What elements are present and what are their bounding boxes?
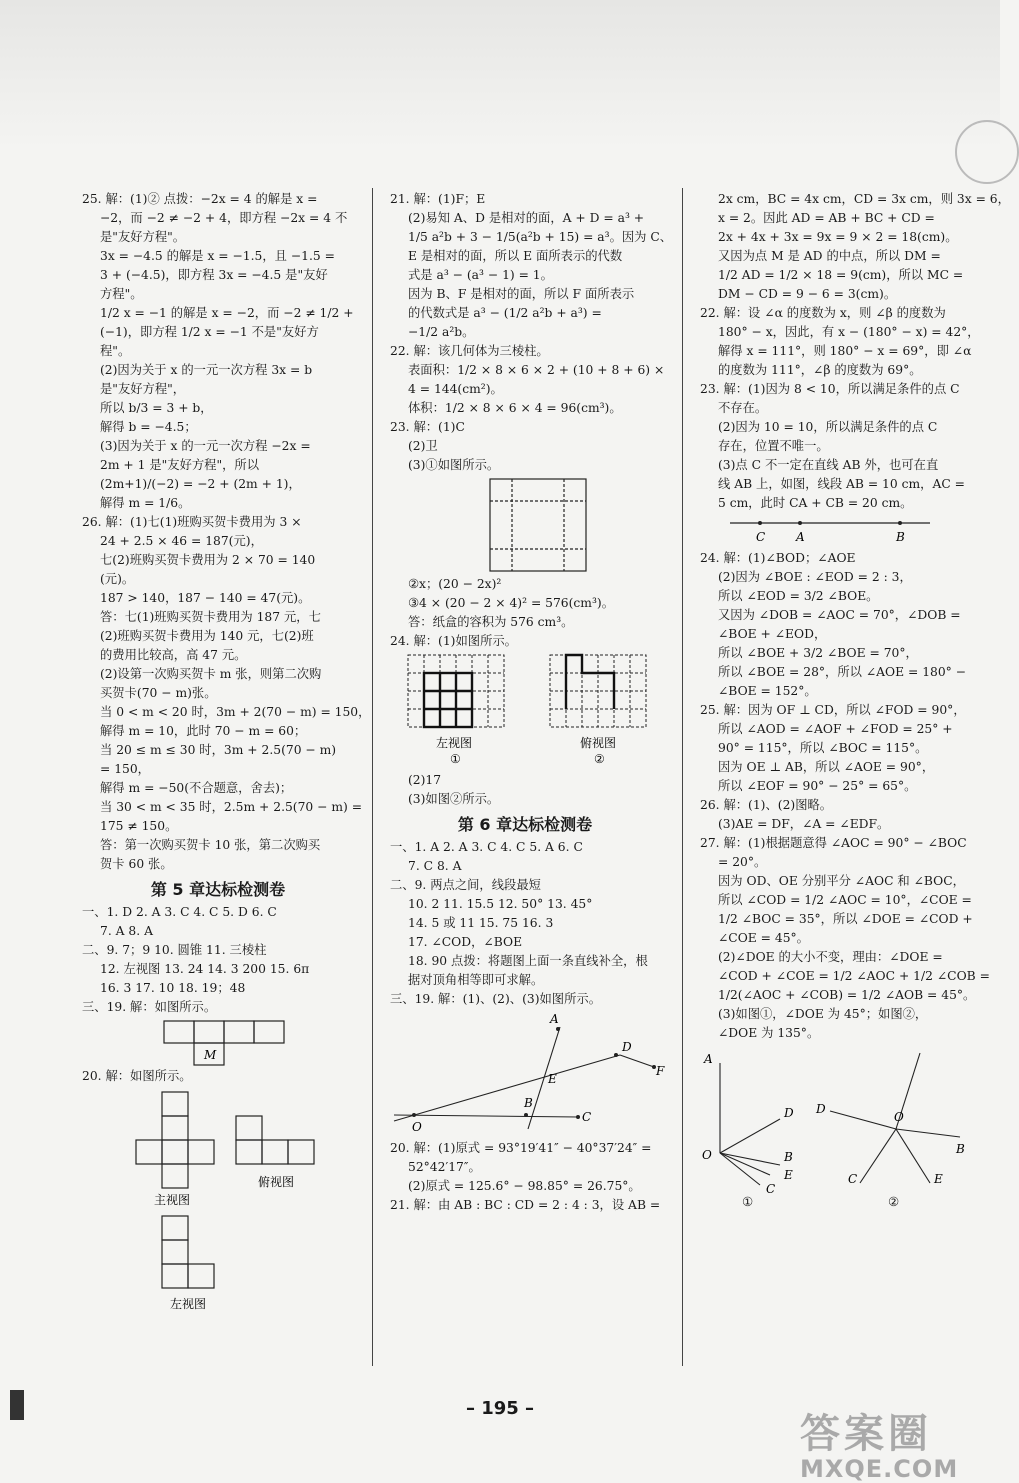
text-line: 二、9. 7；9 10. 圆锥 11. 三棱柱 [82,943,267,957]
text-line: 1/2 AD = 1/2 × 18 = 9(cm)，所以 MC = [718,268,964,282]
q20-text: 20. 解：如图所示。 [82,1069,192,1083]
text-line: 187 > 140，187 − 140 = 47(元)。 [100,591,311,605]
text-line: 17. ∠COD，∠BOE [408,935,523,949]
text-line: −2，而 −2 ≠ −2 + 4，即方程 −2x = 4 不 [100,211,348,225]
label-top-view: 俯视图 [258,1175,295,1189]
fig27-2-E: E [934,1172,943,1186]
fig19-D: D [622,1040,632,1054]
col2-text-c [390,771,660,809]
col1-text [82,190,371,874]
text-line: 18. 90 点拨：将题图上面一条直线补全，根 [408,954,648,968]
fig27-1-B: B [784,1150,793,1164]
text-line: 20. 解：(1)原式 = 93°19′41″ − 40°37′24″ = [390,1141,652,1155]
text-line: 又因为点 M 是 AD 的中点，所以 DM = [718,249,941,263]
scan-shade [0,0,1000,150]
chapter5-answers [82,903,354,1017]
text-line: 是"友好方程"， [100,382,186,396]
text-line: (2)易知 A、D 是相对的面，A + D = a³ + [408,211,645,225]
fig23-B: B [896,530,905,544]
text-line: −1/2 a²b。 [408,325,475,339]
text-line: 当 30 < m < 35 时，2.5m + 2.5(70 − m) = [100,800,363,814]
text-line: 线 AB 上，如图，线段 AB = 10 cm，AC = [718,477,965,491]
chapter6-title: 第 6 章达标检测卷 [457,815,593,834]
text-line: 21. 解：(1)F；E [390,192,486,206]
text-line: 式是 a³ − (a³ − 1) = 1。 [408,268,553,282]
watermark-line2: MXQE.COM [800,1455,959,1483]
text-line: 所以 ∠EOD = 3/2 ∠BOE。 [718,589,879,603]
fig19-A: A [550,1012,559,1026]
text-line: 2m + 1 是"友好方程"，所以 [100,458,260,472]
column-3 [700,190,1010,1213]
text-line: 52°42′17″。 [408,1160,481,1174]
fig27-1-C: C [766,1182,776,1196]
text-line: 二、9. 两点之间，线段最短 [390,878,541,892]
fig19-label: M [204,1048,217,1062]
text-line: (2)因为 10 = 10，所以满足条件的点 C [718,420,938,434]
label-front-view: 主视图 [154,1193,191,1207]
text-line: 解得 m = 1/6。 [100,496,191,510]
text-line: 体积：1/2 × 8 × 6 × 4 = 96(cm³)。 [408,401,622,415]
text-line: 三、19. 解：如图所示。 [82,1000,217,1014]
three-views-figure [82,1086,354,1316]
text-line: 不存在。 [718,401,768,415]
fig27-2-D: D [816,1102,826,1116]
fig27-nums [700,1193,972,1213]
text-line: 解得 b = −4.5； [100,420,197,434]
col2-text-b [390,575,660,651]
text-line: 7. C 8. A [408,859,462,873]
col3-text [700,190,1010,513]
text-line: 14. 5 或 11 15. 75 16. 3 [408,916,554,930]
text-line: 4 = 144(cm²)。 [408,382,503,396]
text-line: 25. 解：因为 OF ⊥ CD，所以 ∠FOD = 90°， [700,703,966,717]
text-line: 七(2)班购买贺卡费用为 2 × 70 = 140 [100,553,316,567]
text-line: (2)设第一次购买贺卡 m 张，则第二次购 [100,667,322,681]
text-line: (2)因为关于 x 的一元一次方程 3x = b [100,363,313,377]
text-line: 因为 OD、OE 分别平分 ∠AOC 和 ∠BOC， [718,874,965,888]
fig27-num-1: ① [742,1195,754,1209]
text-line: 又因为 ∠DOB = ∠AOC = 70°，∠DOB = [718,608,961,622]
text-line: 表面积：1/2 × 8 × 6 × 2 + (10 + 8 + 6) × [408,363,665,377]
text-line: (2)卫 [408,439,438,453]
text-line: 所以 ∠COD = 1/2 ∠AOC = 10°，∠COE = [718,893,972,907]
text-line: 180° − x，因此，有 x − (180° − x) = 42°， [718,325,980,339]
fig27-1-O: O [702,1148,712,1162]
text-line: (2)17 [408,773,442,787]
text-line: 程"。 [100,344,131,358]
box-net-figure [390,475,660,575]
text-line: 26. 解：(1)、(2)图略。 [700,798,833,812]
text-line: 175 ≠ 150。 [100,819,178,833]
segment-figure-23 [700,513,972,549]
text-line: 所以 ∠BOE + 3/2 ∠BOE = 70°， [718,646,918,660]
text-line: (2)∠DOE 的大小不变，理由：∠DOE = [718,950,943,964]
text-line: 的代数式是 a³ − (1/2 a²b + a³) = [408,306,602,320]
text-line: 2x cm，BC = 4x cm，CD = 3x cm，则 3x = 6， [718,192,1010,206]
fig24-left-label: 左视图 [436,736,473,750]
column-divider-2 [682,188,683,1366]
text-line: ∠BOE = 152°。 [718,684,817,698]
text-line: 当 20 ≤ m ≤ 30 时，3m + 2.5(70 − m) [100,743,337,757]
text-line: (3)如图①，∠DOE 为 45°；如图②， [718,1007,928,1021]
text-line: 23. 解：(1)C [390,420,465,434]
fig19-E: E [548,1072,557,1086]
text-line: 23. 解：(1)因为 8 < 10，所以满足条件的点 C [700,382,960,396]
text-line: 26. 解：(1)七(1)班购买贺卡费用为 3 × [82,515,302,529]
text-line: 90° = 115°，所以 ∠BOC = 115°。 [718,741,928,755]
text-line: 答：第一次购买贺卡 10 张，第二次购买 [100,838,321,852]
text-line: ∠COE = 45°。 [718,931,809,945]
chapter6-after [390,1139,660,1215]
text-line: (2)班购买贺卡费用为 140 元，七(2)班 [100,629,314,643]
text-line: 5 cm，此时 CA + CB = 20 cm。 [718,496,913,510]
text-line: 22. 解：该几何体为三棱柱。 [390,344,549,358]
text-line: (2m+1)/(−2) = −2 + (2m + 1)， [100,477,301,491]
fig19-F: F [656,1064,665,1078]
text-line: 22. 解：设 ∠α 的度数为 x，则 ∠β 的度数为 [700,306,946,320]
text-line: 贺卡 60 张。 [100,857,173,871]
fig24-left-num: ① [450,752,461,766]
text-line: 据对顶角相等即可求解。 [408,973,544,987]
corner-mark [10,1390,24,1420]
text-line: 24. 解：(1)∠BOD；∠AOE [700,551,856,565]
text-line: 买贺卡(70 − m)张。 [100,686,217,700]
fig24-right-label: 俯视图 [580,736,617,750]
text-line: 所以 ∠EOF = 90° − 25° = 65°。 [718,779,917,793]
text-line: 27. 解：(1)根据题意得 ∠AOC = 90° − ∠BOC [700,836,967,850]
text-line: ②x；(20 − 2x)² [408,577,502,591]
text-line: = 20°。 [718,855,767,869]
text-line: ∠BOE + ∠EOD， [718,627,827,641]
text-line: 答：七(1)班购买贺卡费用为 187 元，七 [100,610,321,624]
text-line: 当 0 < m < 20 时，3m + 2(70 − m) = 150， [100,705,371,719]
chapter5-title: 第 5 章达标检测卷 [150,880,286,899]
text-line: 12. 左视图 13. 24 14. 3 200 15. 6π [100,962,310,976]
text-line: 1/2(∠AOC + ∠COB) = 1/2 ∠AOB = 45°。 [718,988,976,1002]
text-line: (−1)，即方程 1/2 x = −1 不是"友好方 [100,325,319,339]
text-line: 答：纸盒的容积为 576 cm³。 [408,615,574,629]
label-left-view: 左视图 [170,1297,207,1311]
text-line: (3)AE = DF，∠A = ∠EDF。 [718,817,890,831]
text-line: 一、1. A 2. A 3. C 4. C 5. A 6. C [390,840,583,854]
fig27-2-B: B [956,1142,965,1156]
text-line: ∠DOE 为 135°。 [718,1026,820,1040]
text-line: 解得 m = 10，此时 70 − m = 60； [100,724,307,738]
fig19-B: B [524,1096,533,1110]
fig27-2-C: C [848,1172,858,1186]
grid-views-figure [390,651,660,771]
text-line: (2)因为 ∠BOE : ∠EOD = 2 : 3， [718,570,912,584]
text-line: (3)①如图所示。 [408,458,500,472]
text-line: 的度数为 111°，∠β 的度数为 69°。 [718,363,922,377]
text-line: 24. 解：(1)如图所示。 [390,634,517,648]
angle-figures-27 [700,1043,972,1196]
fig27-2-O: O [894,1110,904,1124]
text-line: 3 + (−4.5)，即方程 3x = −4.5 是"友好 [100,268,328,282]
text-line: 1/5 a²b + 3 − 1/5(a²b + 15) = a³。因为 C、 [408,230,673,244]
text-line: (3)因为关于 x 的一元一次方程 −2x = [100,439,311,453]
text-line: ∠COD + ∠COE = 1/2 ∠AOC + 1/2 ∠COB = [718,969,990,983]
text-line: E 是相对的面，所以 E 面所表示的代数 [408,249,623,263]
col2-text [390,190,673,475]
text-line: 方程"。 [100,287,143,301]
text-line: 10. 2 11. 15.5 12. 50° 13. 45° [408,897,593,911]
fig27-1-E: E [784,1168,793,1182]
text-line: 16. 3 17. 10 18. 19；48 [100,981,246,995]
text-line: (2)原式 = 125.6° − 98.85° = 26.75°。 [408,1179,641,1193]
text-line: (3)点 C 不一定在直线 AB 外，也可在直 [718,458,939,472]
text-line: 2x + 4x + 3x = 9x = 9 × 2 = 18(cm)。 [718,230,958,244]
text-line: 所以 ∠BOE = 28°，所以 ∠AOE = 180° − [718,665,967,679]
watermark-line1: 答案圈 [800,1411,932,1457]
text-line: 三、19. 解：(1)、(2)、(3)如图所示。 [390,992,601,1006]
text-line: 24 + 2.5 × 46 = 187(元)， [100,534,263,548]
text-line: (元)。 [100,572,135,586]
column-1 [82,190,371,1316]
text-line: 是"友好方程"。 [100,230,186,244]
text-line: 一、1. D 2. A 3. C 4. C 5. D 6. C [82,905,277,919]
text-line: 1/2 ∠BOC = 35°，所以 ∠DOE = ∠COD + [718,912,973,926]
text-line: 因为 OE ⊥ AB，所以 ∠AOE = 90°， [718,760,935,774]
text-line: 25. 解：(1)② 点拨：−2x = 4 的解是 x = [82,192,318,206]
watermark [800,1402,958,1483]
text-line: 存在，位置不唯一。 [718,439,829,453]
text-line: x = 2。因此 AD = AB + BC + CD = [718,211,935,225]
text-line: 解得 x = 111°，则 180° − x = 69°，即 ∠α [718,344,972,358]
col3-text-b [700,549,990,1043]
text-line: 的费用比较高，高 47 元。 [100,648,247,662]
fig23-A: A [796,530,805,544]
text-line: (3)如图②所示。 [408,792,500,806]
fig27-1-A: A [704,1052,713,1066]
text-line: 7. A 8. A [100,924,153,938]
text-line: 3x = −4.5 的解是 x = −1.5，且 −1.5 = [100,249,335,263]
corner-stamp [955,120,1019,184]
fig19-O: O [412,1120,422,1134]
lines-figure-19 [390,1009,665,1139]
page-number: – 195 – [465,1398,535,1419]
column-divider-1 [372,188,373,1366]
fig27-1-D: D [784,1106,794,1120]
fig23-C: C [756,530,766,544]
text-line: 1/2 x = −1 的解是 x = −2，而 −2 ≠ 1/2 + [100,306,354,320]
text-line: ③4 × (20 − 2 × 4)² = 576(cm³)。 [408,596,614,610]
text-line: = 150， [100,762,150,776]
text-line: 解得 m = −50(不合题意，舍去)； [100,781,293,795]
net-figure-19 [82,1017,354,1067]
text-line: 所以 ∠AOD = ∠AOF + ∠FOD = 25° + [718,722,953,736]
column-2 [390,190,673,1215]
text-line: 因为 B、F 是相对的面，所以 F 面所表示 [408,287,635,301]
text-line: DM − CD = 9 − 6 = 3(cm)。 [718,287,897,301]
text-line: 21. 解：由 AB : BC : CD = 2 : 4 : 3，设 AB = [390,1198,661,1212]
fig24-right-num: ② [594,752,605,766]
fig19-C: C [582,1110,592,1124]
chapter6-answers [390,838,660,1009]
text-line: 所以 b/3 = 3 + b， [100,401,213,415]
fig27-num-2: ② [888,1195,900,1209]
